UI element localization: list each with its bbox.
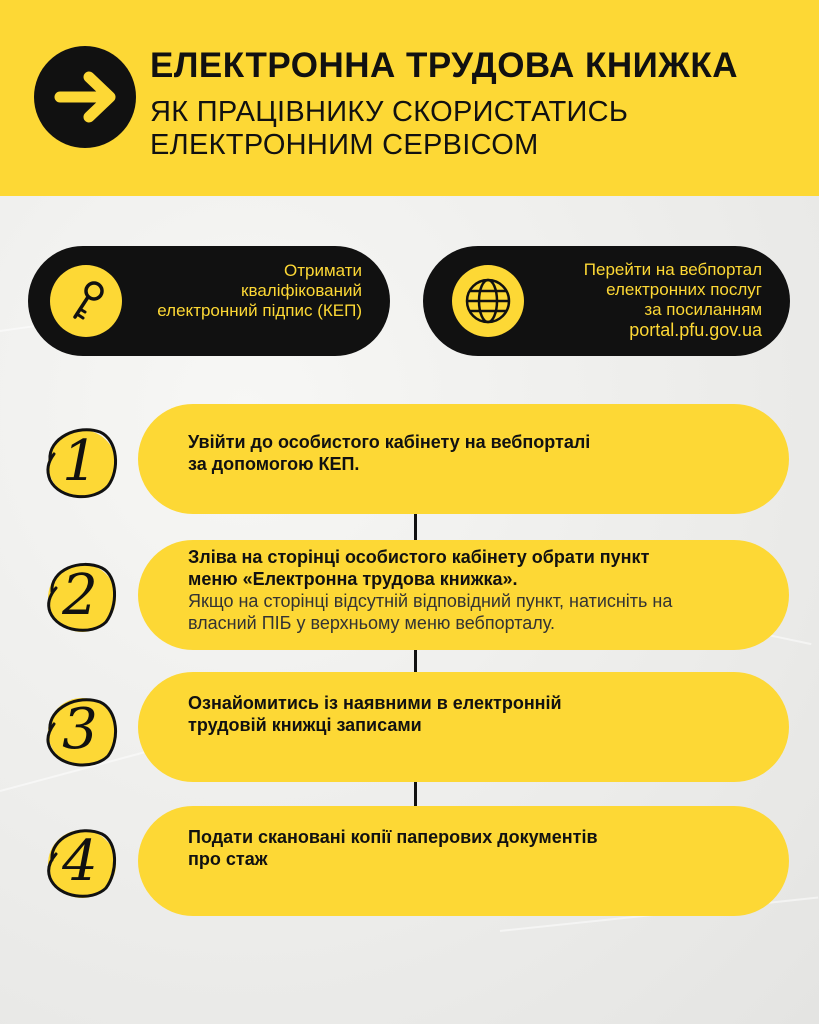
step-bold-line: про стаж bbox=[188, 849, 268, 869]
step-text bbox=[188, 826, 598, 870]
key-icon bbox=[50, 265, 122, 337]
step-number-4 bbox=[38, 820, 122, 904]
step-card-4 bbox=[138, 806, 789, 916]
step-note-line: власний ПІБ у верхньому меню вебпорталу. bbox=[188, 613, 555, 633]
step-bold-line: трудовій книжці записами bbox=[188, 715, 422, 735]
step-card-2 bbox=[138, 540, 789, 650]
step-text bbox=[188, 546, 672, 634]
prereq-line: portal.pfu.gov.ua bbox=[629, 320, 762, 340]
prereq-portal-card bbox=[423, 246, 790, 356]
step-text bbox=[188, 692, 562, 736]
step-note-line: Якщо на сторінці відсутній відповідний пункт, натисніть на bbox=[188, 591, 673, 611]
step-number-3 bbox=[38, 688, 122, 772]
step-bold-line: Увійти до особистого кабінету на вебпорталі bbox=[188, 432, 591, 452]
step-text bbox=[188, 431, 590, 475]
step-connector bbox=[414, 782, 417, 808]
step-number-1 bbox=[38, 420, 122, 504]
step-number-digit: 3 bbox=[62, 697, 98, 762]
step-number-digit: 4 bbox=[62, 829, 98, 894]
page-subtitle bbox=[150, 96, 628, 162]
prereq-portal-text bbox=[584, 260, 762, 340]
prereq-kep-text bbox=[157, 261, 362, 321]
subtitle-line: ЯК ПРАЦІВНИКУ СКОРИСТАТИСЬ bbox=[150, 96, 629, 128]
prereq-line: Отримати bbox=[283, 261, 362, 280]
prereq-line: Перейти на вебпортал bbox=[583, 260, 762, 279]
step-card-1 bbox=[138, 404, 789, 514]
step-bold-line: Подати скановані копії паперових документів bbox=[188, 827, 598, 847]
prereq-kep-card bbox=[28, 246, 390, 356]
step-bold-line: за допомогою КЕП. bbox=[188, 454, 360, 474]
step-number-2 bbox=[38, 554, 122, 638]
arrow-right-icon bbox=[34, 46, 136, 148]
step-card-3 bbox=[138, 672, 789, 782]
step-connector bbox=[414, 514, 417, 542]
prereq-line: за посиланням bbox=[644, 300, 762, 319]
step-connector bbox=[414, 648, 417, 674]
page-title: ЕЛЕКТРОННА ТРУДОВА КНИЖКА bbox=[150, 46, 739, 85]
prereq-line: електронних послуг bbox=[606, 280, 762, 299]
prereq-line: електронний підпис (КЕП) bbox=[157, 301, 362, 320]
step-number-digit: 2 bbox=[62, 563, 98, 628]
step-bold-line: Зліва на сторінці особистого кабінету обрати пункт bbox=[188, 547, 650, 567]
globe-icon bbox=[452, 265, 524, 337]
subtitle-line: ЕЛЕКТРОННИМ СЕРВІСОМ bbox=[150, 129, 539, 161]
prereq-line: кваліфікований bbox=[241, 281, 362, 300]
step-bold-line: Ознайомитись із наявними в електронній bbox=[188, 693, 562, 713]
step-bold-line: меню «Електронна трудова книжка». bbox=[188, 569, 518, 589]
step-number-digit: 1 bbox=[62, 429, 98, 494]
header-banner bbox=[0, 0, 819, 196]
